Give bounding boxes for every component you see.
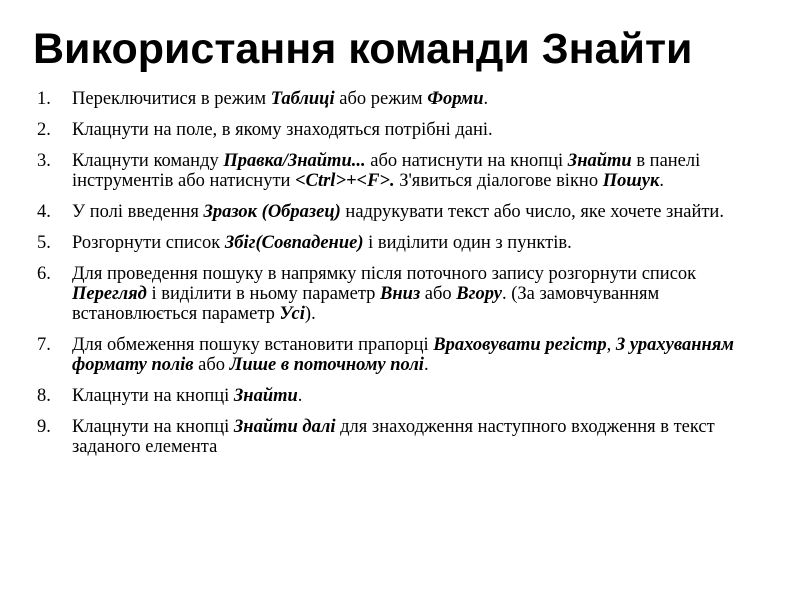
step-term: Вгору — [456, 284, 502, 304]
step-item — [37, 233, 767, 253]
step-item — [37, 417, 767, 457]
step-term: Лише в поточному полі — [229, 355, 424, 375]
step-text-fragment: Клацнути на кнопці — [72, 386, 234, 406]
step-term: Правка/Знайти... — [223, 151, 366, 171]
step-text — [72, 233, 767, 253]
step-text-fragment: . — [297, 386, 303, 406]
step-text-fragment: У полі введення — [72, 202, 204, 222]
step-number: 5. — [37, 233, 51, 253]
step-item — [37, 120, 767, 140]
step-number: 9. — [37, 417, 51, 437]
step-text-fragment: . — [423, 355, 429, 375]
step-text — [72, 417, 767, 457]
step-term: Знайти далі — [233, 417, 336, 437]
step-text-fragment: Клацнути команду — [72, 151, 224, 171]
step-text — [72, 386, 767, 406]
step-term: Враховувати регістр — [433, 335, 607, 355]
step-text-fragment: . — [659, 171, 664, 191]
step-text — [72, 335, 767, 375]
step-text-fragment: або натиснути на кнопці — [365, 151, 568, 171]
step-term: Таблиці — [270, 89, 335, 109]
step-text-fragment: в панелі інструментів або натиснути — [72, 151, 701, 191]
step-number: 8. — [37, 386, 51, 406]
step-item — [37, 202, 767, 222]
step-item — [37, 386, 767, 406]
step-term: Пошук — [602, 171, 660, 191]
step-text-fragment: Для обмеження пошуку встановити прапорці — [72, 335, 434, 355]
slide-title: Використання команди Знайти — [33, 25, 693, 73]
step-text-fragment: Клацнути на поле, в якому знаходяться потрібні дані. — [72, 120, 493, 140]
step-text-fragment: Переключитися в режим — [72, 89, 271, 109]
step-text — [72, 202, 767, 222]
step-text-fragment: або — [420, 284, 457, 304]
step-text-fragment: . (За замовчуванням встановлюється параметр — [72, 284, 660, 324]
step-text-fragment: Клацнути на кнопці — [72, 417, 234, 437]
step-text-fragment: Розгорнути список — [72, 233, 225, 253]
step-text-fragment: , — [606, 335, 616, 355]
step-text — [72, 120, 767, 140]
step-text — [72, 89, 767, 109]
step-item — [37, 151, 767, 191]
step-number: 7. — [37, 335, 51, 355]
step-text-fragment: З'явиться діалогове вікно — [394, 171, 603, 191]
step-number: 1. — [37, 89, 51, 109]
step-term: Зразок (Образец) — [203, 202, 341, 222]
step-number: 4. — [37, 202, 51, 222]
step-text-fragment: Для проведення пошуку в напрямку після поточного запису розгорнути список — [72, 264, 697, 284]
step-text-fragment: . — [483, 89, 489, 109]
step-term: Знайти — [567, 151, 632, 171]
step-text-fragment: і виділити один з пунктів. — [363, 233, 572, 253]
step-item — [37, 335, 767, 375]
step-text-fragment: або режим — [334, 89, 428, 109]
steps-list — [37, 89, 767, 468]
step-term: <Ctrl>+<F>. — [295, 171, 395, 191]
step-number: 2. — [37, 120, 51, 140]
step-number: 3. — [37, 151, 51, 171]
step-item — [37, 264, 767, 324]
step-text-fragment: надрукувати текст або число, яке хочете знайти. — [340, 202, 724, 222]
step-term: З урахуванням формату полів — [72, 335, 734, 375]
step-term: Усі — [279, 304, 305, 324]
step-text — [72, 151, 767, 191]
step-term: Знайти — [233, 386, 298, 406]
step-text-fragment: або — [193, 355, 230, 375]
step-text-fragment: ). — [304, 304, 316, 324]
step-term: Вниз — [380, 284, 421, 304]
step-item — [37, 89, 767, 109]
step-term: Перегляд — [72, 284, 147, 304]
step-text-fragment: і виділити в ньому параметр — [146, 284, 381, 304]
step-term: Форми — [427, 89, 484, 109]
step-number: 6. — [37, 264, 51, 284]
step-term: Збіг(Совпадение) — [224, 233, 364, 253]
step-text — [72, 264, 767, 324]
step-text-fragment: для знаходження наступного входження в текст заданого елемента — [72, 417, 715, 457]
